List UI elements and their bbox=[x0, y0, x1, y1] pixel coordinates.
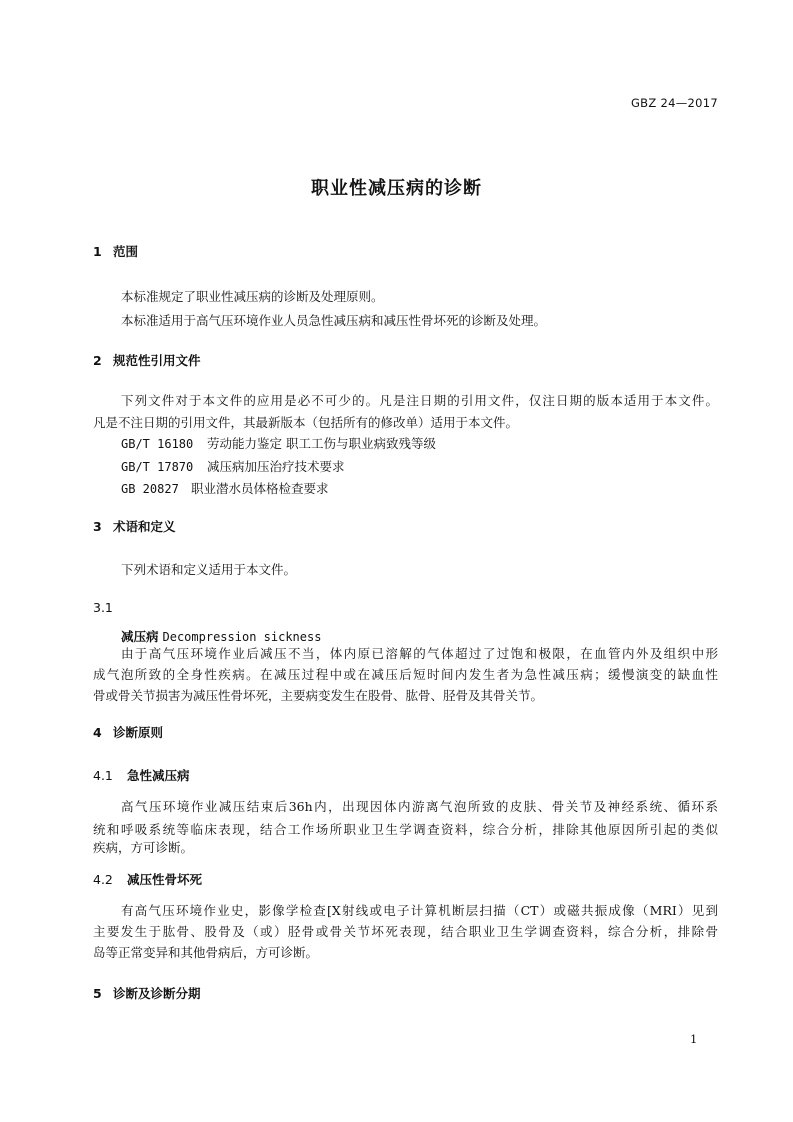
page-number: 1 bbox=[690, 1032, 698, 1046]
section-2-heading bbox=[93, 351, 201, 369]
definition-line: 由于高气压环境作业后减压不当，体内原已溶解的气体超过了过饱和极限，在血管内外及组织中形 bbox=[121, 646, 718, 661]
paragraph-line: 高气压环境作业减压结束后36h内，出现因体内游离气泡所致的皮肤、骨关节及神经系统、循环系 bbox=[121, 799, 718, 814]
section-number: 1 bbox=[93, 244, 102, 259]
reference-item bbox=[121, 434, 436, 452]
paragraph-line: 主要发生于肱骨、股骨及（或）胫骨或骨关节坏死表现，结合职业卫生学调查资料，综合分析，排除骨 bbox=[93, 924, 718, 939]
reference-title: 职业潜水员体格检查要求 bbox=[191, 481, 329, 496]
definition-line: 成气泡所致的全身性疾病。在减压过程中或在减压后短时间内发生者为急性减压病；缓慢演变的缺血性 bbox=[93, 667, 718, 682]
subsection-title: 急性减压病 bbox=[127, 768, 190, 783]
section-title: 范围 bbox=[113, 244, 139, 259]
reference-code: GB 20827 bbox=[121, 482, 179, 496]
standard-code: GBZ 24—2017 bbox=[630, 96, 718, 110]
reference-code: GB/T 17870 bbox=[121, 460, 194, 474]
paragraph-line: 疾病，方可诊断。 bbox=[93, 840, 194, 855]
section-1-heading bbox=[93, 242, 138, 260]
definition-line: 骨或骨关节损害为减压性骨坏死，主要病变发生在股骨、肱骨、胫骨及其骨关节。 bbox=[93, 688, 544, 703]
term-zh: 减压病 bbox=[121, 629, 159, 644]
paragraph-line: 凡是不注日期的引用文件，其最新版本（包括所有的修改单）适用于本文件。 bbox=[93, 415, 519, 430]
section-title: 规范性引用文件 bbox=[113, 353, 201, 368]
subsection-4-1-heading bbox=[93, 766, 190, 784]
section-3-heading bbox=[93, 517, 176, 535]
subsection-number: 4.2 bbox=[93, 872, 113, 887]
subsection-4-2-heading bbox=[93, 870, 202, 888]
term-number: 3.1 bbox=[93, 600, 113, 615]
section-number: 5 bbox=[93, 986, 102, 1001]
paragraph-line: 岛等正常变异和其他骨病后，方可诊断。 bbox=[93, 945, 319, 960]
reference-title: 减压病加压治疗技术要求 bbox=[207, 459, 345, 474]
reference-item bbox=[121, 457, 345, 475]
term-en: Decompression sickness bbox=[162, 630, 322, 644]
section-4-heading bbox=[93, 723, 163, 741]
section-number: 2 bbox=[93, 353, 102, 368]
paragraph-line: 统和呼吸系统等临床表现，结合工作场所职业卫生学调查资料，综合分析，排除其他原因所引起的类似 bbox=[93, 822, 718, 837]
section-title: 术语和定义 bbox=[113, 519, 176, 534]
section-number: 3 bbox=[93, 519, 102, 534]
reference-item bbox=[121, 479, 329, 497]
reference-title: 劳动能力鉴定 职工工伤与职业病致残等级 bbox=[207, 436, 436, 451]
paragraph-line: 下列文件对于本文件的应用是必不可少的。凡是注日期的引用文件，仅注日期的版本适用于本文件。 bbox=[121, 393, 718, 408]
section-title: 诊断及诊断分期 bbox=[113, 986, 201, 1001]
paragraph: 本标准规定了职业性减压病的诊断及处理原则。 bbox=[121, 289, 384, 304]
paragraph: 下列术语和定义适用于本文件。 bbox=[121, 562, 297, 577]
paragraph-line: 有高气压环境作业史，影像学检查[X射线或电子计算机断层扫描（CT）或磁共振成像（MRI）见到 bbox=[121, 903, 718, 918]
section-5-heading bbox=[93, 984, 201, 1002]
paragraph: 本标准适用于高气压环境作业人员急性减压病和减压性骨坏死的诊断及处理。 bbox=[121, 313, 547, 328]
subsection-number: 4.1 bbox=[93, 768, 113, 783]
subsection-title: 减压性骨坏死 bbox=[127, 872, 203, 887]
section-title: 诊断原则 bbox=[113, 725, 164, 740]
term-entry bbox=[121, 627, 321, 645]
document-title: 职业性减压病的诊断 bbox=[311, 178, 482, 199]
reference-code: GB/T 16180 bbox=[121, 437, 194, 451]
section-number: 4 bbox=[93, 725, 102, 740]
